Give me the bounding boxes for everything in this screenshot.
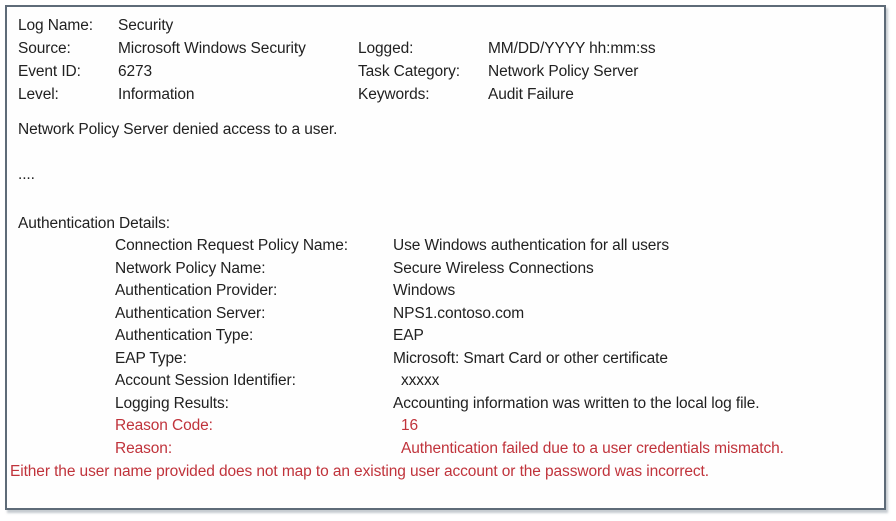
row-reason [18,438,884,461]
connection-request-policy-label: Connection Request Policy Name: [115,237,348,254]
row-network-policy-name [18,258,884,281]
log-name-value: Security [118,17,174,34]
source-label: Source: [18,40,71,57]
authentication-type-value: EAP [393,327,424,344]
row-account-session-identifier [18,370,884,393]
level-label: Level: [18,86,59,103]
network-policy-name-value: Secure Wireless Connections [393,259,594,277]
account-session-identifier-value: xxxxx [401,372,440,389]
row-log-name [18,14,884,37]
event-detail-content [7,7,884,483]
logging-results-value: Accounting information was written to the local log file. [393,394,760,412]
task-category-value: Network Policy Server [488,63,639,80]
row-logging-results [18,393,884,416]
logged-value: MM/DD/YYYY hh:mm:ss [488,40,656,57]
reason-code-label: Reason Code: [115,417,213,434]
account-session-identifier-label: Account Session Identifier: [115,372,296,389]
authentication-details-title: Authentication Details: [18,215,170,232]
logged-label: Logged: [358,40,414,57]
authentication-provider-value: Windows [393,282,456,299]
event-detail-box [5,5,886,510]
row-connection-request-policy [18,235,884,258]
row-eap-type [18,348,884,371]
row-authentication-type [18,325,884,348]
keywords-label: Keywords: [358,86,430,103]
keywords-value: Audit Failure [488,86,574,103]
row-source-logged [18,37,884,60]
authentication-provider-label: Authentication Provider: [115,282,278,299]
reason-code-value: 16 [401,417,419,434]
logging-results-label: Logging Results: [115,394,229,412]
header-label-spacer [358,14,488,37]
network-policy-name-label: Network Policy Name: [115,259,266,277]
authentication-server-label: Authentication Server: [115,304,266,322]
event-id-value: 6273 [118,63,153,80]
authentication-server-value: NPS1.contoso.com [393,304,525,322]
event-id-label: Event ID: [18,63,81,80]
row-authentication-server [18,303,884,326]
row-event-id-task-category [18,60,884,83]
source-value: Microsoft Windows Security [118,40,306,57]
task-category-label: Task Category: [358,63,460,80]
row-reason-code [18,415,884,438]
eap-type-value: Microsoft: Smart Card or other certificate [393,349,668,367]
connection-request-policy-value: Use Windows authentication for all users [393,237,669,254]
row-level-keywords [18,83,884,106]
log-name-label: Log Name: [18,17,93,34]
ellipsis-text: .... [18,166,35,183]
authentication-type-label: Authentication Type: [115,327,254,344]
level-value: Information [118,86,195,103]
error-explanation-text: Either the user name provided does not map to an existing user account or the password was incorrect. [10,463,709,480]
row-authentication-provider [18,280,884,303]
reason-value: Authentication failed due to a user credentials mismatch. [401,439,784,457]
event-message: Network Policy Server denied access to a user. [18,121,338,138]
eap-type-label: EAP Type: [115,349,187,367]
reason-label: Reason: [115,439,173,457]
